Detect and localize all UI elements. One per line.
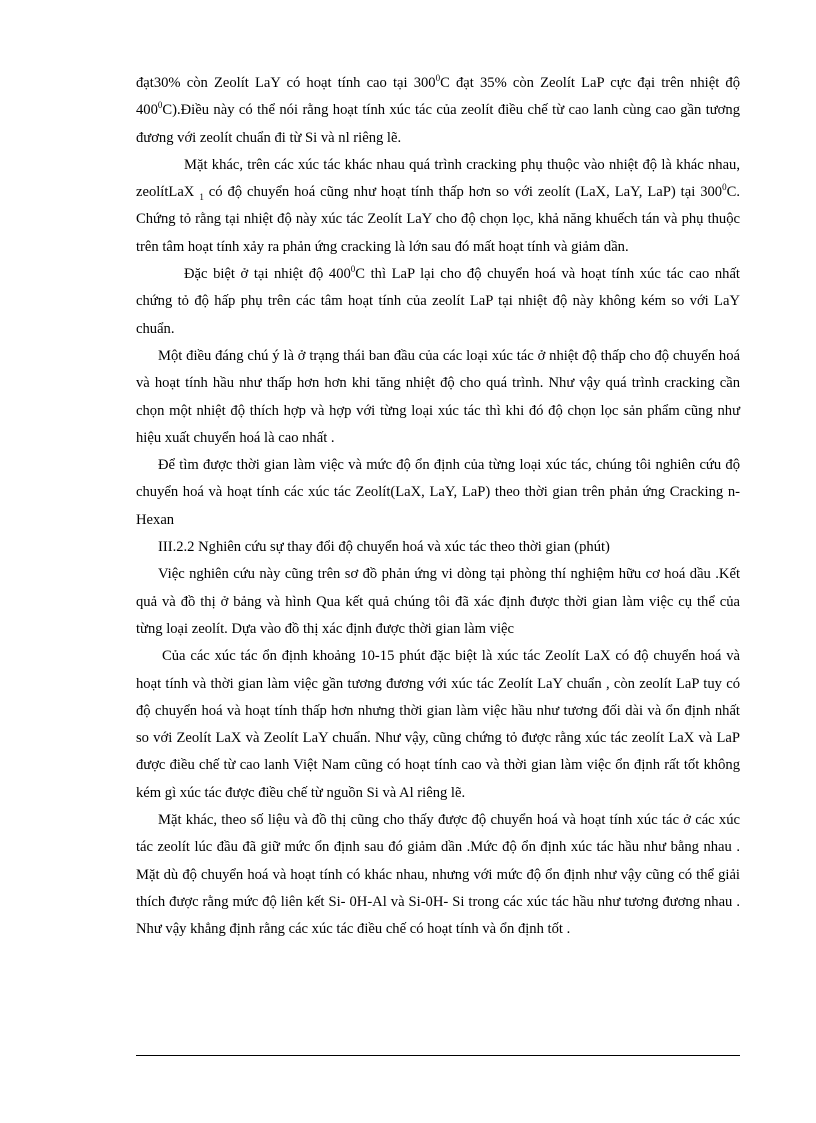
paragraph xyxy=(136,261,740,343)
document-body xyxy=(136,70,740,944)
degree-superscript: 0 xyxy=(722,182,727,193)
degree-superscript: 0 xyxy=(157,100,163,111)
paragraph-text: C đạt 35% còn Zeolít LaP cực đại trên nhiệt độ 400 xyxy=(136,75,740,119)
footer-divider xyxy=(136,1055,740,1056)
paragraph-text: Mặt khác, trên các xúc tác khác nhau quá trình cracking phụ thuộc vào nhiệt độ là khác nhau, zeolítLaX xyxy=(136,156,740,201)
section-heading: III.2.2 Nghiên cứu sự thay đổi độ chuyển hoá và xúc tác theo thời gian (phút) xyxy=(158,539,610,556)
paragraph-text: C).Điều này có thể nói rằng hoạt tính xúc tác của zeolít điều chế từ cao lanh cùng cao gần tương đương với zeolít chuẩn đi từ Si và nl riêng lẽ. xyxy=(136,102,740,146)
paragraph: Việc nghiên cứu này cũng trên sơ đồ phản ứng vi dòng tại phòng thí nghiệm hữu cơ hoá dầu .Kết quả và đồ thị ở bảng và hình Qua kết quả chúng tôi đã xác định được thời gian làm việc cụ thể của từng loại zeolít. Dựa vào đồ thị xác định được thời gian làm việc xyxy=(136,566,740,637)
paragraph-text: đạt30% còn Zeolít LaY có hoạt tính cao tại 300 xyxy=(136,75,436,91)
paragraph-text: Đặc biệt ở tại nhiệt độ 400 xyxy=(184,266,351,283)
paragraph-text: C. Chứng tỏ rằng tại nhiệt độ này xúc tác Zeolít LaY cho độ chọn lọc, khả năng khuếch tán và phụ thuộc trên tâm hoạt tính xảy ra phản ứng cracking là lớn sau đó mất hoạt tính và giảm dần. xyxy=(136,184,740,255)
paragraph xyxy=(136,70,740,152)
degree-superscript: 0 xyxy=(350,264,356,275)
paragraph: Mặt khác, theo số liệu và đồ thị cũng cho thấy được độ chuyển hoá và hoạt tính xúc tác ở các xúc tác zeolít lúc đầu đã giữ mức ổn định sau đó giảm dần .Mức độ ổn định xúc tác hầu như bằng nhau . Mặt dù độ chuyển hoá và hoạt tính có khác nhau, nhưng với mức độ ổn định như vậy cũng có thể giải thích được rằng mức độ liên kết Si- 0H-Al và Si-0H- Si trong các xúc tác hầu như tương đương nhau . Như vậy khẳng định rằng các xúc tác điều chế có hoạt tính và ổn định tốt . xyxy=(136,812,740,938)
paragraph: Để tìm được thời gian làm việc và mức độ ổn định của từng loại xúc tác, chúng tôi nghiên cứu độ chuyển hoá và hoạt tính các xúc tác Zeolít(LaX, LaY, LaP) theo thời gian trên phản ứng Cracking n- Hexan xyxy=(136,457,740,528)
paragraph-text: có độ chuyển hoá cũng như hoạt tính thấp hơn so với zeolít (LaX, LaY, LaP) tại 300 xyxy=(208,184,723,201)
paragraph: Một điều đáng chú ý là ở trạng thái ban đầu của các loại xúc tác ở nhiệt độ thấp cho độ chuyển hoá và hoạt tính hầu như thấp hơn hơn khi tăng nhiệt độ cho quá trình. Như vậy quá trình cracking cần chọn một nhiệt độ thích hợp và hợp với từng loại xúc tác thì khi đó độ chọn lọc sản phẩm cũng như hiệu xuất chuyển hoá là cao nhất . xyxy=(136,347,740,446)
paragraph-text: C thì LaP lại cho độ chuyển hoá và hoạt tính xúc tác cao nhất chứng tỏ độ hấp phụ trên các tâm hoạt tính của zeolít LaP tại nhiệt độ này không kém so với LaY chuẩn. xyxy=(136,266,740,337)
degree-superscript: 0 xyxy=(435,73,441,84)
paragraph xyxy=(136,152,740,261)
paragraph: Của các xúc tác ổn định khoảng 10-15 phút đặc biệt là xúc tác Zeolít LaX có độ chuyển hoá và hoạt tính và thời gian làm việc gần tương đương với xúc tác Zeolít LaY chuẩn , còn zeolít LaP tuy có độ chuyển hoá và hoạt tính thấp hơn nhưng thời gian làm việc hầu như tương đối dài và ổn định nhất so với Zeolít LaX và Zeolít LaY chuẩn. Như vậy, cũng chứng tỏ được rằng xúc tác zeolít LaX và LaP được điều chế từ cao lanh Việt Nam cũng có hoạt tính cao và thời gian làm việc ổn định rất tốt không kém gì xúc tác được điều chế từ nguồn Si và Al riêng lẽ. xyxy=(136,648,740,801)
subscript: 1 xyxy=(199,192,204,203)
